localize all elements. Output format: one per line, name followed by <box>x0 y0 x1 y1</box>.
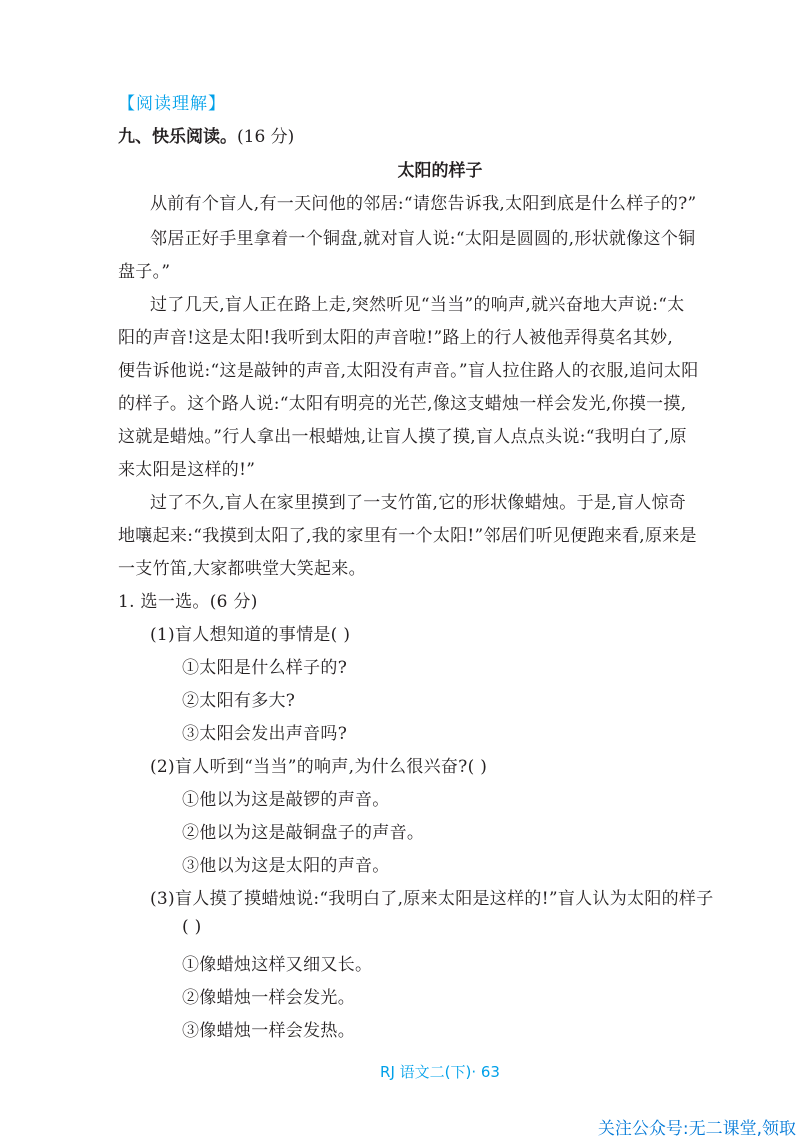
question-stem: (2)盲人听到“当当”的响声,为什么很兴奋?( ) <box>150 757 488 777</box>
answer-blank: ( ) <box>182 917 202 937</box>
answer-option: ①像蜡烛这样又细又长。 <box>182 955 373 975</box>
story-line: 邻居正好手里拿着一个铜盘,就对盲人说:“太阳是圆圆的,形状就像这个铜 <box>150 229 696 249</box>
question-stem: (1)盲人想知道的事情是( ) <box>150 625 351 645</box>
question-stem: (3)盲人摸了摸蜡烛说:“我明白了,原来太阳是这样的!”盲人认为太阳的样子 <box>150 889 714 909</box>
story-line: 一支竹笛,大家都哄堂大笑起来。 <box>118 559 366 579</box>
story-line: 的样子。这个路人说:“太阳有明亮的光芒,像这支蜡烛一样会发光,你摸一摸, <box>118 394 687 414</box>
story-line: 过了不久,盲人在家里摸到了一支竹笛,它的形状像蜡烛。于是,盲人惊奇 <box>150 493 687 513</box>
answer-option: ①他以为这是敲锣的声音。 <box>182 790 390 810</box>
answer-option: ③他以为这是太阳的声音。 <box>182 856 390 876</box>
answer-option: ③像蜡烛一样会发热。 <box>182 1021 355 1041</box>
page-footer: RJ 语文二(下)· 63 <box>380 1063 500 1081</box>
answer-option: ②他以为这是敲铜盘子的声音。 <box>182 823 425 843</box>
question-title <box>118 122 294 147</box>
story-line: 来太阳是这样的!” <box>118 460 256 480</box>
answer-option: ③太阳会发出声音吗? <box>182 724 348 744</box>
subquestion-title: 1. 选一选。(6 分) <box>118 592 258 612</box>
story-line: 过了几天,盲人正在路上走,突然听见“当当”的响声,就兴奋地大声说:“太 <box>150 295 685 315</box>
watermark-text: 关注公众号:无二课堂,领取 <box>597 1119 796 1139</box>
story-line: 盘子。” <box>118 262 171 282</box>
story-title: 太阳的样子 <box>397 161 483 181</box>
answer-option: ②像蜡烛一样会发光。 <box>182 988 355 1008</box>
story-line: 从前有个盲人,有一天问他的邻居:“请您告诉我,太阳到底是什么样子的?” <box>150 194 697 214</box>
story-line: 阳的声音!这是太阳!我听到太阳的声音啦!”路上的行人被他弄得莫名其妙, <box>118 328 674 348</box>
section-tag: 【阅读理解】 <box>118 94 226 114</box>
question-score: (16 分) <box>237 127 295 147</box>
story-line: 便告诉他说:“这是敲钟的声音,太阳没有声音。”盲人拉住路人的衣服,追问太阳 <box>118 361 699 381</box>
answer-option: ②太阳有多大? <box>182 691 296 711</box>
answer-option: ①太阳是什么样子的? <box>182 658 348 678</box>
question-heading: 九、快乐阅读。 <box>118 127 237 147</box>
story-line: 地嚷起来:“我摸到太阳了,我的家里有一个太阳!”邻居们听见便跑来看,原来是 <box>118 526 697 546</box>
story-line: 这就是蜡烛。”行人拿出一根蜡烛,让盲人摸了摸,盲人点点头说:“我明白了,原 <box>118 427 687 447</box>
